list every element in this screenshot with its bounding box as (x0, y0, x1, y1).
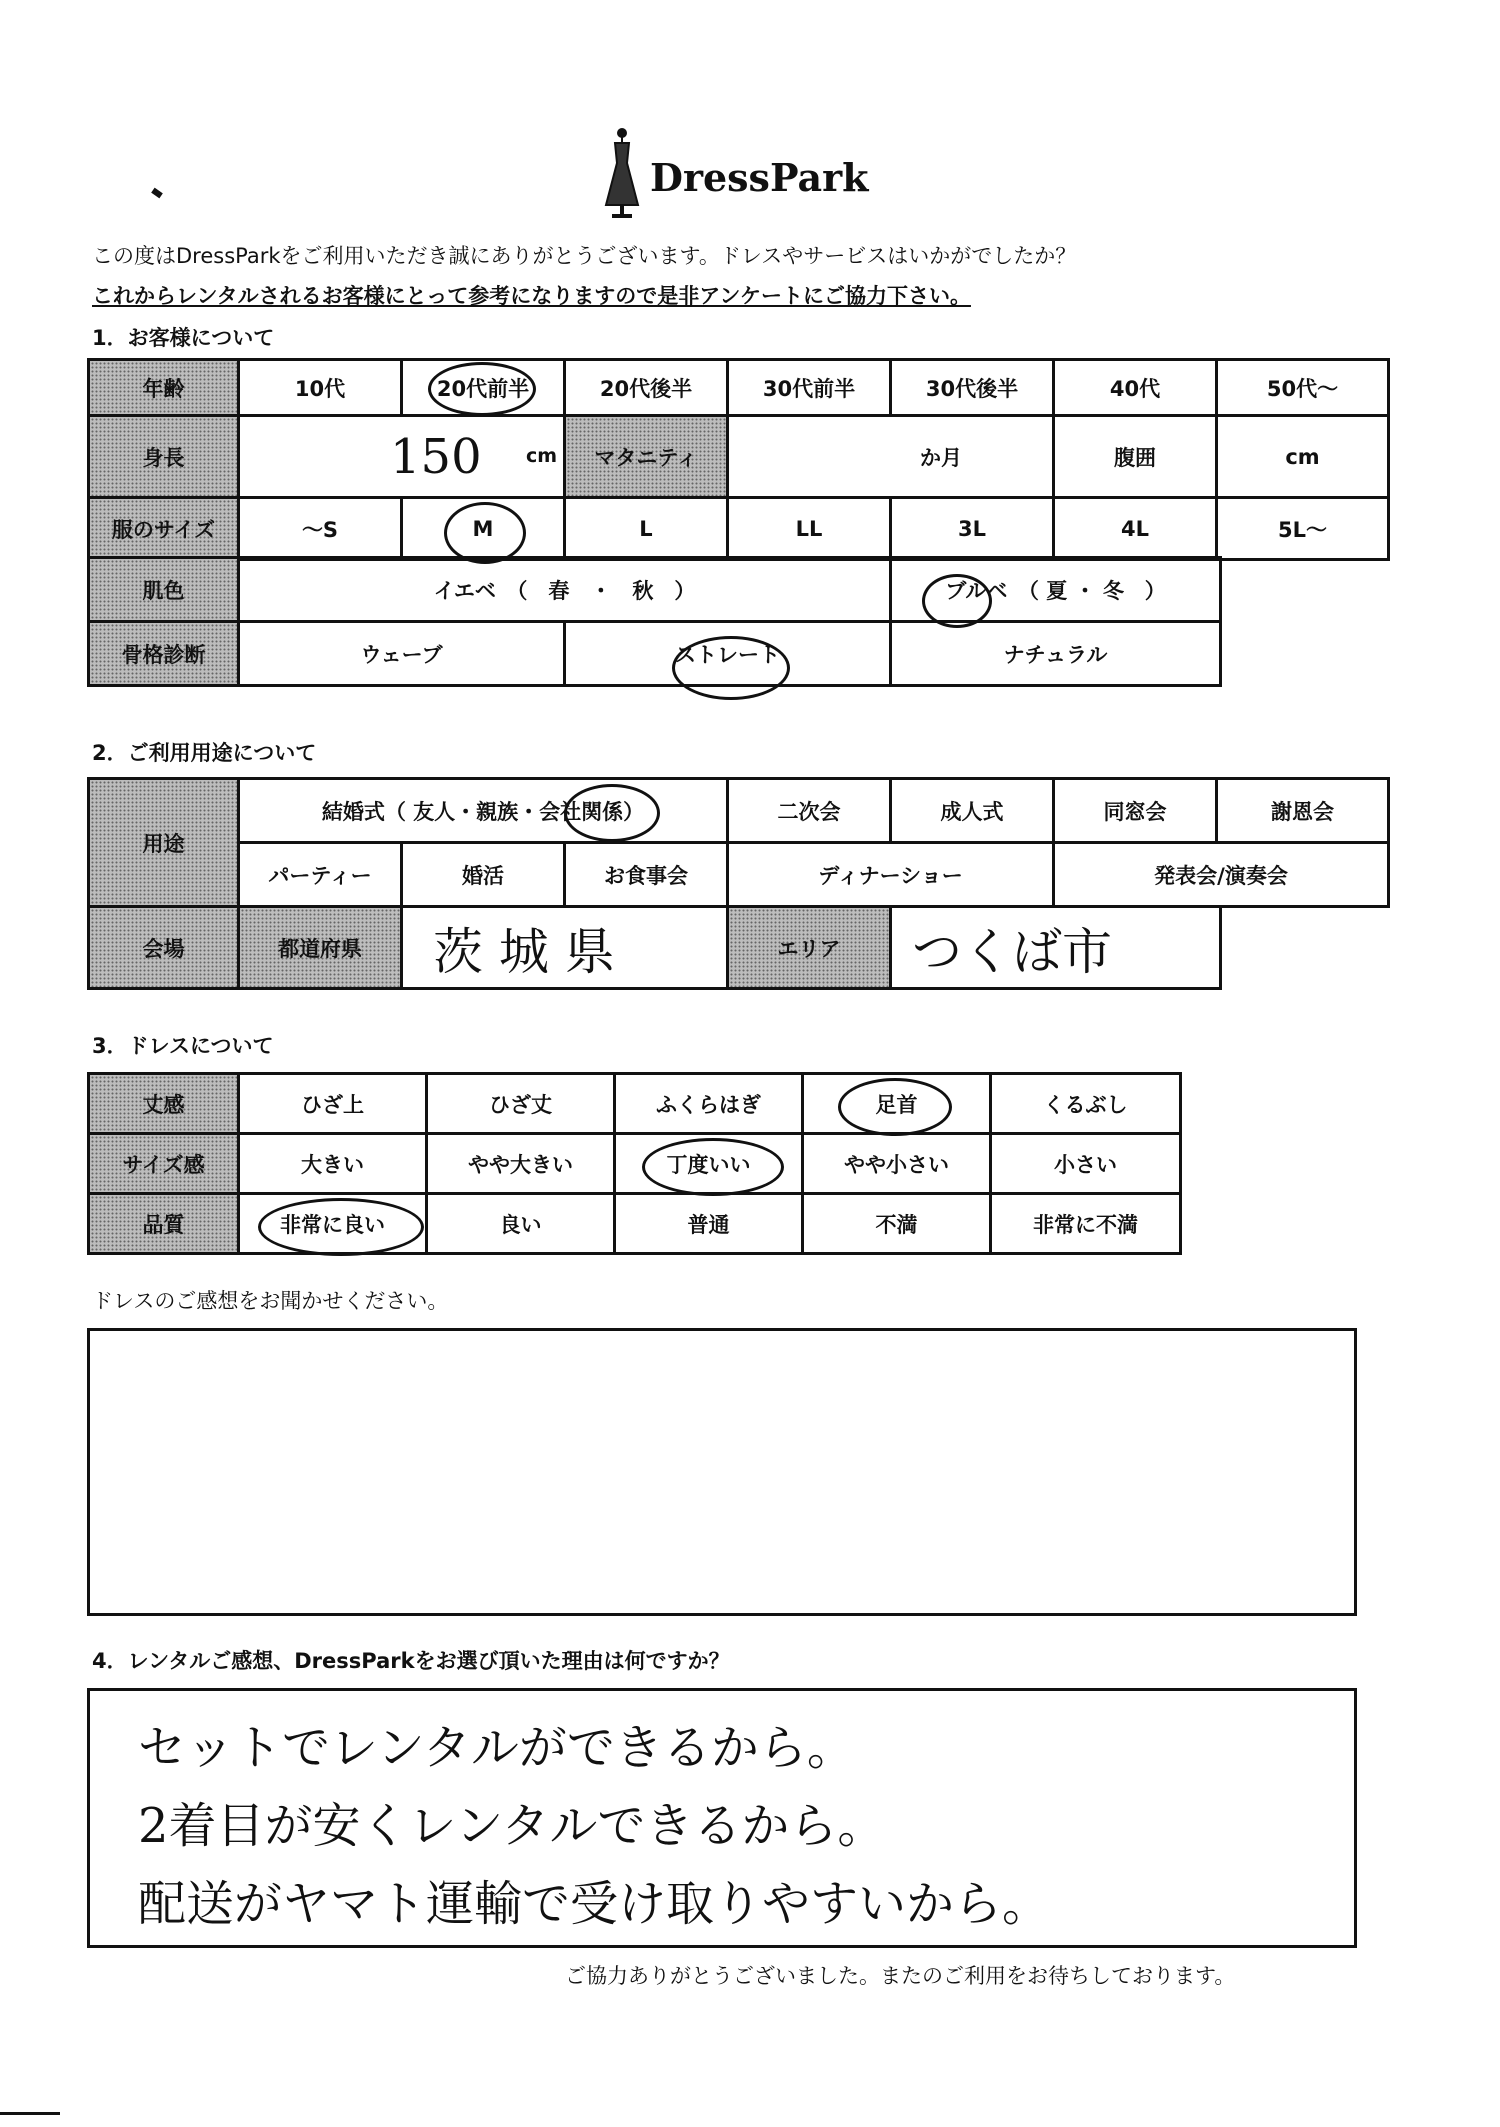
length-label: 丈感 (89, 1074, 239, 1134)
skin-label: 肌色 (89, 558, 239, 622)
section1-title: 1．お客様について (92, 326, 275, 350)
length-option[interactable]: ひざ上 (239, 1074, 427, 1134)
maternity-label: マタニティ (565, 416, 728, 498)
age-option[interactable]: 50代～ (1217, 360, 1389, 416)
logo-text: DressPark (650, 155, 869, 200)
age-option[interactable]: 30代前半 (728, 360, 891, 416)
size-option[interactable]: 4L (1054, 498, 1217, 560)
fit-option[interactable]: やや大きい (427, 1134, 615, 1194)
quality-option-selected[interactable]: 非常に良い (239, 1194, 427, 1254)
skin-table (87, 556, 1222, 623)
area-label: エリア (728, 907, 891, 989)
skin-blue-prefix: ブルベ （ (945, 578, 1039, 603)
reason-answer-line: セットでレンタルができるから。 (138, 1720, 855, 1776)
prefecture-value[interactable]: 茨 城 県 (402, 907, 728, 989)
impression-textbox[interactable] (87, 1328, 1357, 1616)
age-option[interactable]: 20代後半 (565, 360, 728, 416)
purpose-option[interactable]: お食事会 (565, 843, 728, 907)
skin-blue-winter[interactable]: 冬 ） (1102, 578, 1166, 603)
prefecture-label: 都道府県 (239, 907, 402, 989)
size-label: 服のサイズ (89, 498, 239, 560)
age-label: 年齢 (89, 360, 239, 416)
purpose-option[interactable]: 婚活 (402, 843, 565, 907)
skeleton-option-selected[interactable]: ストレート (565, 622, 891, 686)
size-option-selected[interactable]: M (402, 498, 565, 560)
quality-option[interactable]: 良い (427, 1194, 615, 1254)
skin-blue-summer[interactable]: 夏 (1046, 578, 1068, 603)
purpose-option[interactable]: パーティー (239, 843, 402, 907)
reason-answer-box[interactable] (87, 1688, 1357, 1948)
fit-option[interactable]: やや小さい (803, 1134, 991, 1194)
wedding-company-option[interactable]: 会社関係 (539, 799, 624, 824)
length-option[interactable]: くるぶし (991, 1074, 1181, 1134)
purpose-option[interactable]: 同窓会 (1054, 779, 1217, 843)
length-option-selected[interactable]: 足首 (803, 1074, 991, 1134)
maternity-months[interactable]: か月 (728, 416, 1054, 498)
size-option[interactable]: L (565, 498, 728, 560)
size-option[interactable]: 3L (891, 498, 1054, 560)
skin-yellow-option[interactable]: イエベ （ 春 ・ 秋 ） (239, 558, 891, 622)
purpose-label: 用途 (89, 779, 239, 907)
quality-option[interactable]: 不満 (803, 1194, 991, 1254)
reason-answer-line: 配送がヤマト運輸で受け取りやすいから。 (138, 1876, 1051, 1932)
venue-label: 会場 (89, 907, 239, 989)
height-value: 150 (390, 429, 482, 485)
waist-unit[interactable]: cm (1217, 416, 1389, 498)
skeleton-option[interactable]: ウェーブ (239, 622, 565, 686)
age-option[interactable]: 30代後半 (891, 360, 1054, 416)
area-value[interactable]: つくば市 (891, 907, 1221, 989)
skeleton-table (87, 620, 1222, 687)
dress-mannequin-icon (600, 125, 644, 220)
waist-label: 腹囲 (1054, 416, 1217, 498)
skeleton-option[interactable]: ナチュラル (891, 622, 1221, 686)
size-option[interactable]: ～S (239, 498, 402, 560)
quality-label: 品質 (89, 1194, 239, 1254)
purpose-option[interactable]: 成人式 (891, 779, 1054, 843)
size-option[interactable]: LL (728, 498, 891, 560)
reason-answer-line: 2着目が安くレンタルできるから。 (138, 1798, 886, 1854)
section2-title: 2．ご利用用途について (92, 741, 317, 765)
purpose-option[interactable]: ディナーショー (728, 843, 1054, 907)
height-unit: cm (525, 445, 557, 467)
length-option[interactable]: ふくらはぎ (615, 1074, 803, 1134)
size-option[interactable]: 5L～ (1217, 498, 1389, 560)
skin-blue-option[interactable] (891, 558, 1221, 622)
purpose-table (87, 777, 1390, 908)
age-option-selected[interactable]: 20代前半 (402, 360, 565, 416)
purpose-option[interactable]: 謝恩会 (1217, 779, 1389, 843)
scan-mark (0, 2112, 60, 2115)
purpose-option[interactable]: 発表会/演奏会 (1054, 843, 1389, 907)
quality-option[interactable]: 非常に不満 (991, 1194, 1181, 1254)
dresspark-logo (600, 125, 869, 220)
footer-thanks: ご協力ありがとうございました。またのご利用をお待ちしております。 (565, 1964, 1236, 1988)
skin-blue-mid: ・ (1074, 578, 1096, 603)
height-label: 身長 (89, 416, 239, 498)
purpose-wedding[interactable] (239, 779, 728, 843)
impression-title: ドレスのご感想をお聞かせください。 (92, 1289, 449, 1313)
intro-request: これからレンタルされるお客様にとって参考になりますので是非アンケートにご協力下さい。 (92, 284, 971, 308)
age-option[interactable]: 10代 (239, 360, 402, 416)
venue-table (87, 905, 1222, 990)
customer-table (87, 358, 1390, 561)
wedding-prefix: 結婚式（ 友人・親族・ (321, 799, 540, 824)
fit-option[interactable]: 大きい (239, 1134, 427, 1194)
fit-option-selected[interactable]: 丁度いい (615, 1134, 803, 1194)
wedding-suffix: ） (623, 799, 645, 824)
fit-option[interactable]: 小さい (991, 1134, 1181, 1194)
fit-label: サイズ感 (89, 1134, 239, 1194)
skeleton-label: 骨格診断 (89, 622, 239, 686)
length-option[interactable]: ひざ丈 (427, 1074, 615, 1134)
dress-table (87, 1072, 1182, 1255)
section3-title: 3．ドレスについて (92, 1034, 274, 1058)
scan-mark (151, 188, 163, 199)
quality-option[interactable]: 普通 (615, 1194, 803, 1254)
age-option[interactable]: 40代 (1054, 360, 1217, 416)
purpose-option[interactable]: 二次会 (728, 779, 891, 843)
section4-title: 4．レンタルご感想、DressParkをお選び頂いた理由は何ですか？ (92, 1649, 730, 1673)
intro-text: この度はDressParkをご利用いただき誠にありがとうございます。ドレスやサービスはいかがでしたか？ (92, 244, 1077, 268)
height-field[interactable] (239, 416, 565, 498)
